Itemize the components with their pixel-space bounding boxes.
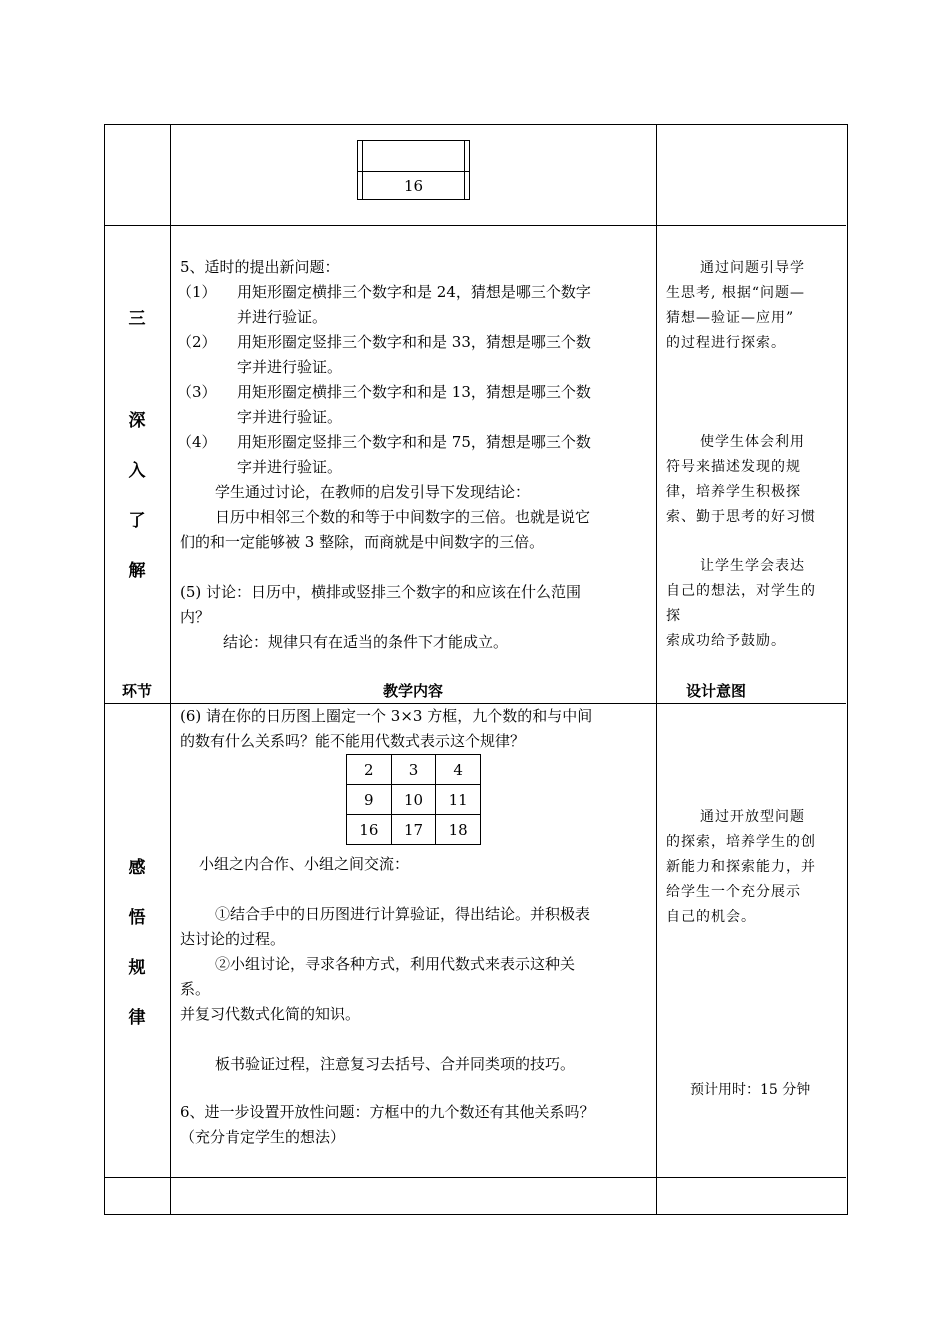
intent-line: 生思考, 根据“问题—: [666, 285, 806, 301]
group-work-text: 小组之内合作、小组之间交流：: [199, 855, 410, 873]
stage-char: 深: [128, 411, 146, 431]
conclusion-text: 日历中相邻三个数的和等于中间数字的三倍。也就是说它: [215, 508, 591, 526]
intent-line: 自己的机会。: [666, 909, 756, 925]
intent-line: 的过程进行探索。: [666, 335, 786, 351]
design-intent: [666, 256, 838, 356]
header-content: 教学内容: [382, 682, 443, 700]
item-text: 用矩形圈定横排三个数字和和是 13，猜想是哪三个数: [237, 383, 591, 401]
design-intent: [666, 805, 838, 930]
question-5b: 内？: [180, 608, 211, 626]
grid-cell: 16: [363, 172, 465, 200]
top-number-grid: [357, 140, 470, 200]
question-6: (6) 请在你的日历图上圈定一个 3×3 方框，九个数的和与中间: [180, 707, 593, 725]
question-5b: (5) 讨论：日历中，横排或竖排三个数字的和应该在什么范围: [180, 583, 582, 601]
grid-cell: [363, 141, 465, 172]
grid-cell: 4: [436, 755, 481, 785]
step-2-text: 系。: [180, 980, 211, 998]
intent-line: 给学生一个充分展示: [666, 884, 801, 900]
intent-line: 通过开放型问题: [700, 809, 805, 825]
board-text: 板书验证过程，注意复习去括号、合并同类项的技巧。: [215, 1055, 576, 1073]
item-number: （4）: [177, 433, 217, 451]
calendar-3x3-grid: [346, 754, 481, 845]
step-1-text: ①结合手中的日历图进行计算验证，得出结论。并积极表: [215, 905, 591, 923]
intent-line: 探: [666, 608, 681, 624]
stage-char: 入: [128, 461, 146, 481]
intent-line: 索、勤于思考的好习惯: [666, 509, 816, 525]
grid-cell: 18: [436, 815, 481, 845]
question-5: 5、适时的提出新问题：: [180, 258, 340, 276]
grid-cell: [464, 141, 469, 172]
question-6b: 6、进一步设置开放性问题：方框中的九个数还有其他关系吗？: [180, 1103, 595, 1121]
intent-line: 律，培养学生积极探: [666, 484, 801, 500]
discussion-text: 学生通过讨论，在教师的启发引导下发现结论：: [215, 483, 531, 501]
grid-cell: 10: [391, 785, 436, 815]
intent-line: 的探索，培养学生的创: [666, 834, 816, 850]
question-6b: （充分肯定学生的想法）: [180, 1128, 346, 1146]
grid-cell: 3: [391, 755, 436, 785]
intent-line: 新能力和探索能力，并: [666, 859, 816, 875]
item-number: （2）: [177, 333, 217, 351]
item-text: 并进行验证。: [237, 308, 328, 326]
intent-line: 使学生体会利用: [700, 434, 805, 450]
header-intent: 设计意图: [685, 682, 746, 700]
grid-cell: 9: [347, 785, 392, 815]
step-2-text: ②小组讨论，寻求各种方式，利用代数式来表示这种关: [215, 955, 576, 973]
stage-char: 律: [128, 1008, 146, 1028]
stage-char: 规: [128, 958, 146, 978]
item-text: 用矩形圈定竖排三个数字和和是 33，猜想是哪三个数: [237, 333, 591, 351]
intent-line: 索成功给予鼓励。: [666, 633, 786, 649]
intent-line: 符号来描述发现的规: [666, 459, 801, 475]
item-number: （1）: [177, 283, 217, 301]
item-number: （3）: [177, 383, 217, 401]
review-text: 并复习代数式化简的知识。: [180, 1005, 361, 1023]
intent-line: 通过问题引导学: [700, 260, 805, 276]
intent-line: 自己的想法，对学生的: [666, 583, 816, 599]
item-text: 字并进行验证。: [237, 458, 343, 476]
grid-cell: 2: [347, 755, 392, 785]
intent-line: 猜想—验证—应用”: [666, 310, 795, 326]
grid-cell: 16: [347, 815, 392, 845]
design-intent: [666, 554, 838, 654]
item-text: 用矩形圈定横排三个数字和是 24，猜想是哪三个数字: [237, 283, 591, 301]
rule-text: 结论：规律只有在适当的条件下才能成立。: [223, 633, 509, 651]
item-text: 字并进行验证。: [237, 358, 343, 376]
conclusion-text: 们的和一定能够被 3 整除，而商就是中间数字的三倍。: [180, 533, 545, 551]
grid-cell: 17: [391, 815, 436, 845]
intent-line: 让学生学会表达: [700, 558, 805, 574]
item-text: 字并进行验证。: [237, 408, 343, 426]
header-stage: 环节: [121, 682, 152, 700]
stage-char: 三: [128, 309, 146, 329]
stage-char: 感: [128, 858, 146, 878]
row-divider: [104, 225, 846, 226]
estimated-time: 预计用时：15 分钟: [690, 1082, 811, 1098]
stage-char: 了: [128, 511, 146, 531]
question-6: 的数有什么关系吗？能不能用代数式表示这个规律？: [180, 732, 526, 750]
step-1-text: 达讨论的过程。: [180, 930, 286, 948]
item-text: 用矩形圈定竖排三个数字和和是 75，猜想是哪三个数: [237, 433, 591, 451]
stage-char: 悟: [128, 908, 146, 928]
grid-cell: 11: [436, 785, 481, 815]
stage-char: 解: [128, 561, 146, 581]
row-divider: [104, 703, 846, 704]
row-divider: [104, 1177, 846, 1178]
column-divider: [170, 124, 171, 1214]
grid-cell: [464, 172, 469, 200]
column-divider: [656, 124, 657, 1214]
design-intent: [666, 430, 838, 530]
